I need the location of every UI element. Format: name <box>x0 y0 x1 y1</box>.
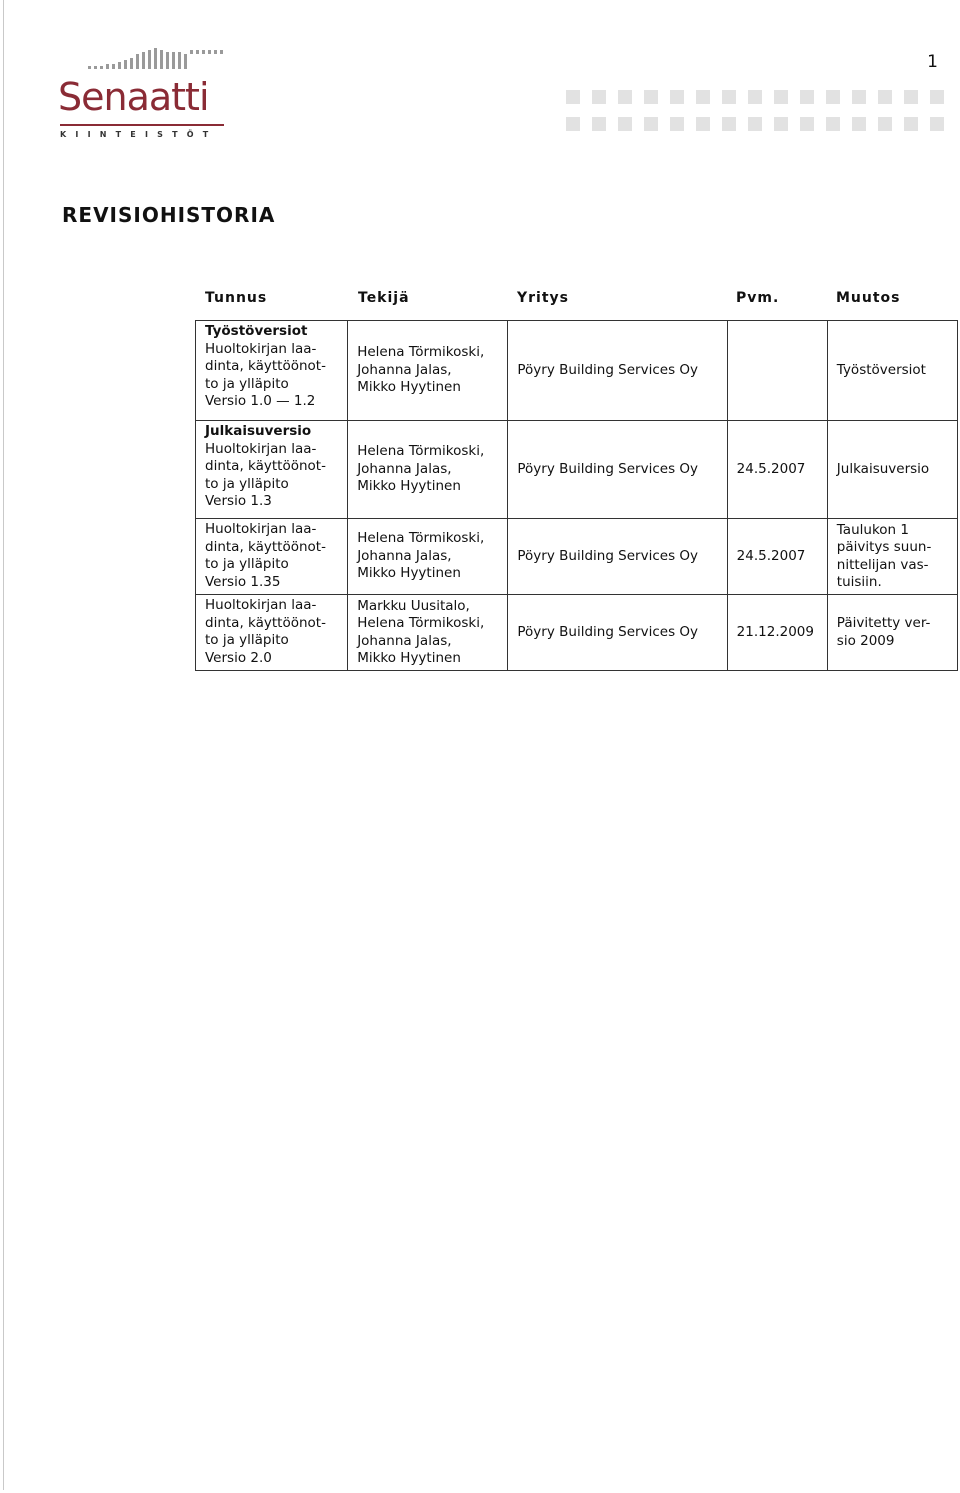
tunnus-line: to ja ylläpito <box>205 375 289 392</box>
tunnus-line: dinta, käyttöönot- <box>205 614 326 631</box>
author-line: Johanna Jalas, <box>357 361 452 378</box>
author-line: Mikko Hyytinen <box>357 379 461 396</box>
logo-rule <box>60 124 224 126</box>
cell-muutos <box>827 519 957 595</box>
change-line: sio 2009 <box>836 632 895 649</box>
column-header-yritys: Yritys <box>517 290 569 306</box>
column-header-tekija: Tekijä <box>358 290 410 306</box>
document-title: REVISIOHISTORIA <box>62 203 276 227</box>
author-line: Mikko Hyytinen <box>357 478 461 495</box>
author-line: Johanna Jalas, <box>357 547 452 564</box>
author-line: Mikko Hyytinen <box>357 565 461 582</box>
author-line: Helena Törmikoski, <box>357 344 485 361</box>
tunnus-line: to ja ylläpito <box>205 556 289 572</box>
cell-tekija <box>348 421 508 519</box>
cell-yritys: Pöyry Building Services Oy <box>508 519 727 595</box>
tunnus-line: Huoltokirjan laa- <box>205 340 317 357</box>
table-row <box>196 595 958 671</box>
cell-yritys: Pöyry Building Services Oy <box>508 321 727 421</box>
section-heading: Työstöversiot <box>205 323 308 339</box>
version-label: Versio 1.35 <box>205 573 281 590</box>
cell-yritys: Pöyry Building Services Oy <box>508 595 727 671</box>
cell-tunnus <box>196 321 348 421</box>
cell-tunnus <box>196 421 348 519</box>
cell-tunnus <box>196 595 348 671</box>
cell-tekija <box>348 519 508 595</box>
change-line: päivitys suun- <box>836 539 932 555</box>
revision-table <box>195 320 958 671</box>
tunnus-line: dinta, käyttöönot- <box>205 458 326 474</box>
cell-tekija <box>348 321 508 421</box>
section-heading: Julkaisuversio <box>205 423 312 439</box>
tunnus-line: dinta, käyttöönot- <box>205 538 326 555</box>
change-line: Päivitetty ver- <box>836 615 931 631</box>
table-row <box>196 421 958 519</box>
author-line: Johanna Jalas, <box>357 632 452 649</box>
column-header-pvm: Pvm. <box>736 290 780 306</box>
tunnus-line: Huoltokirjan laa- <box>205 597 317 613</box>
version-label: Versio 1.3 <box>205 493 272 509</box>
decorative-grid <box>566 90 950 134</box>
author-line: Mikko Hyytinen <box>357 650 461 666</box>
tunnus-line: to ja ylläpito <box>205 632 289 648</box>
cell-tunnus <box>196 519 348 595</box>
version-label: Versio 2.0 <box>205 649 272 666</box>
logo-dots-graphic <box>86 46 226 74</box>
column-header-tunnus: Tunnus <box>205 290 268 306</box>
column-header-muutos: Muutos <box>836 290 901 306</box>
version-label: Versio 1.0 — 1.2 <box>205 393 316 409</box>
logo-subtitle: KIINTEISTÖT <box>60 130 218 139</box>
author-line: Markku Uusitalo, <box>357 597 470 614</box>
author-line: Helena Törmikoski, <box>357 530 485 547</box>
change-line: nittelijan vas- <box>836 556 929 573</box>
tunnus-line: Huoltokirjan laa- <box>205 521 317 537</box>
cell-muutos <box>827 321 957 421</box>
cell-muutos <box>827 595 957 671</box>
cell-muutos <box>827 421 957 519</box>
author-line: Helena Törmikoski, <box>357 615 485 631</box>
table-row <box>196 321 958 421</box>
change-line: Julkaisuversio <box>836 460 930 477</box>
tunnus-line: Huoltokirjan laa- <box>205 440 317 457</box>
change-line: tuisiin. <box>836 574 882 590</box>
cell-pvm: 24.5.2007 <box>727 519 827 595</box>
page-number: 1 <box>927 52 938 72</box>
author-line: Johanna Jalas, <box>357 460 452 477</box>
cell-pvm <box>727 321 827 421</box>
senaatti-logo <box>58 46 230 144</box>
change-line: Taulukon 1 <box>836 521 909 538</box>
tunnus-line: dinta, käyttöönot- <box>205 358 326 374</box>
change-line: Työstöversiot <box>836 361 926 378</box>
author-line: Helena Törmikoski, <box>357 443 485 460</box>
table-row <box>196 519 958 595</box>
logo-name: Senaatti <box>58 75 209 119</box>
cell-pvm: 21.12.2009 <box>727 595 827 671</box>
cell-pvm: 24.5.2007 <box>727 421 827 519</box>
cell-tekija <box>348 595 508 671</box>
cell-yritys: Pöyry Building Services Oy <box>508 421 727 519</box>
tunnus-line: to ja ylläpito <box>205 475 289 492</box>
